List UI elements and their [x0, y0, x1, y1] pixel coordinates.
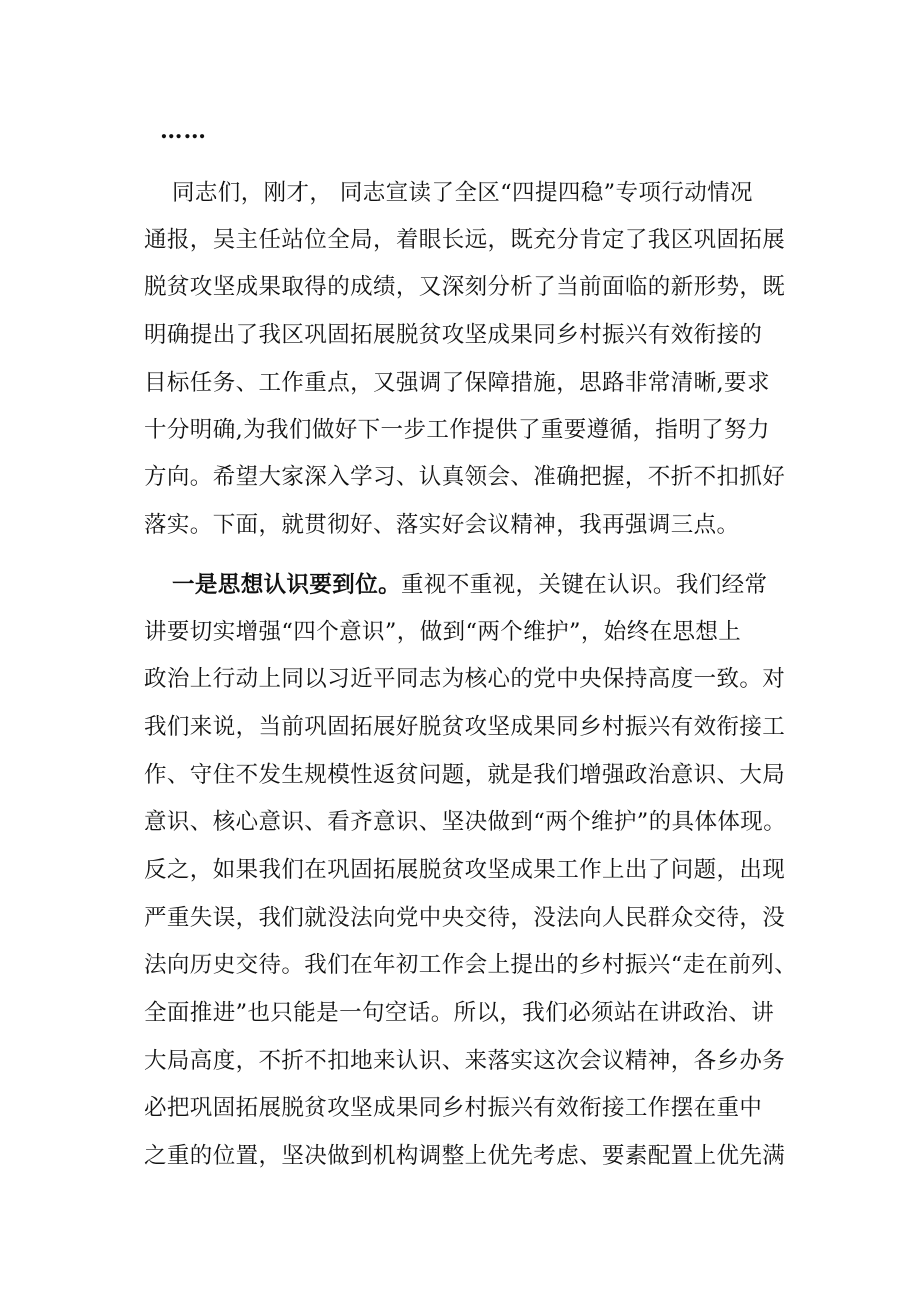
paragraph-2-line-1: [172, 570, 767, 600]
paragraph-1-line-2: 通报，吴主任站位全局，着眼长远，既充分肯定了我区巩固拓展: [144, 227, 786, 253]
paragraph-2-line-11: 大局高度，不折不扣地来认识、来落实这次会议精神，各乡办务: [144, 1048, 786, 1074]
paragraph-2-line-9: 法向历史交待。我们在年初工作会上提出的乡村振兴“走在前列、: [144, 952, 798, 978]
paragraph-1-line-4: 明确提出了我区巩固拓展脱贫攻坚成果同乡村振兴有效衔接的: [144, 322, 763, 348]
paragraph-2-line-8: 严重失误，我们就没法向党中央交待，没法向人民群众交待，没: [144, 905, 786, 931]
paragraph-2-line-12: 必把巩固拓展脱贫攻坚成果同乡村振兴有效衔接工作摆在重中: [144, 1095, 763, 1121]
paragraph-2-line-13: 之重的位置，坚决做到机构调整上优先考虑、要素配置上优先满: [144, 1143, 786, 1169]
paragraph-1-line-3: 脱贫攻坚成果取得的成绩，又深刻分析了当前面临的新形势，既: [144, 274, 786, 300]
paragraph-2-line-2: 讲要切实增强“四个意识”，做到“两个维护”，始终在思想上: [144, 619, 742, 645]
paragraph-2-line-3: 政治上行动上同以习近平同志为核心的党中央保持高度一致。对: [144, 666, 786, 692]
ellipsis-text: ……: [160, 118, 207, 144]
paragraph-2-line-6: 意识、核心意识、看齐意识、坚决做到“两个维护”的具体体现。: [144, 809, 787, 835]
paragraph-2-line-10: 全面推进”也只能是一句空话。所以，我们必须站在讲政治、讲: [144, 1000, 775, 1026]
paragraph-2-line-4: 我们来说，当前巩固拓展好脱贫攻坚成果同乡村振兴有效衔接工: [144, 714, 786, 740]
paragraph-2-line-7: 反之，如果我们在巩固拓展脱贫攻坚成果工作上出了问题，出现: [144, 857, 786, 883]
paragraph-1-line-5: 目标任务、工作重点，又强调了保障措施，思路非常清晰,要求: [144, 370, 770, 396]
paragraph-1-line-7: 方向。希望大家深入学习、认真领会、准确把握，不折不扣抓好: [144, 464, 786, 490]
paragraph-1-line-6: 十分明确,为我们做好下一步工作提供了重要遵循，指明了努力: [144, 417, 770, 443]
paragraph-2-line-1-rest: 重视不重视，关键在认识。我们经常: [401, 572, 768, 598]
paragraph-1-line-8: 落实。下面，就贯彻好、落实好会议精神，我再强调三点。: [144, 512, 740, 538]
paragraph-1-line-1: 同志们，刚才， 同志宣读了全区“四提四稳”专项行动情况: [172, 180, 753, 206]
paragraph-2-line-5: 作、守住不发生规模性返贫问题，就是我们增强政治意识、大局: [144, 762, 786, 788]
paragraph-2-heading: 一是思想认识要到位。: [172, 572, 402, 598]
